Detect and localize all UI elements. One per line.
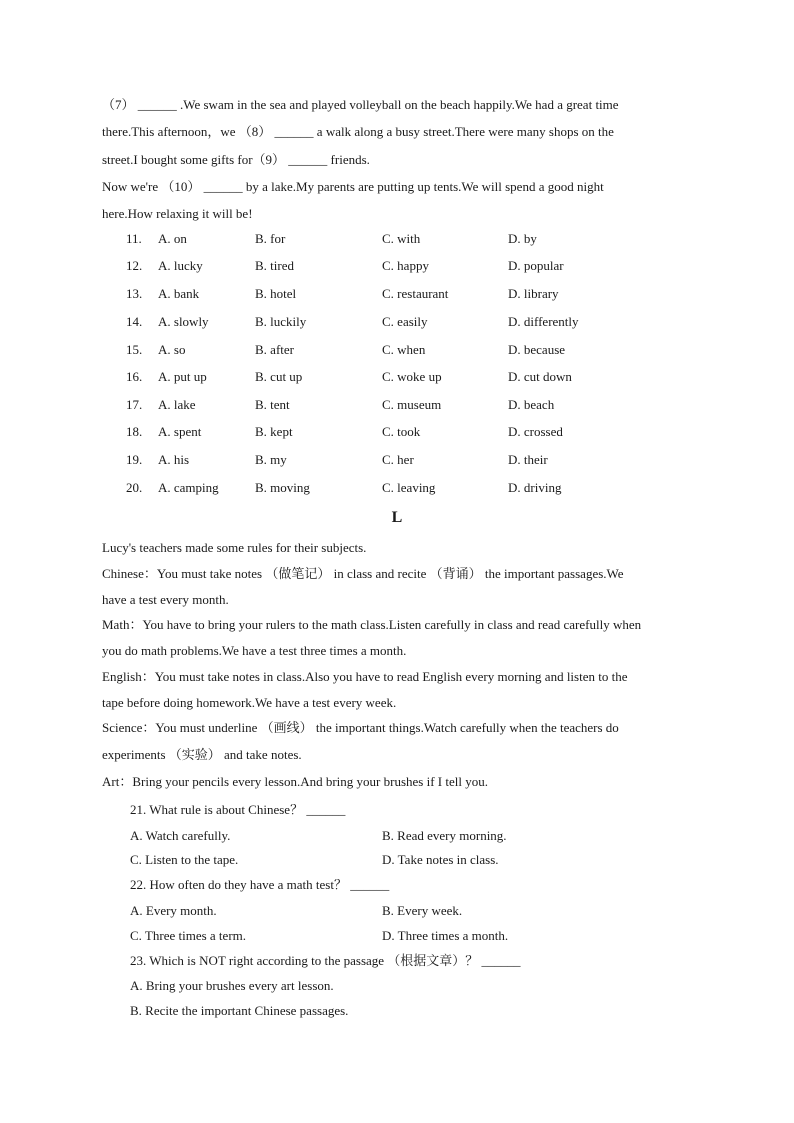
cloze-question-row bbox=[126, 314, 726, 330]
option-c: C. her bbox=[382, 452, 414, 467]
answer-option: A. Bring your brushes every art lesson. bbox=[130, 978, 334, 993]
answer-option: D. Take notes in class. bbox=[382, 852, 499, 867]
question-number: 11. bbox=[126, 231, 142, 246]
cloze-question-row bbox=[126, 258, 726, 274]
reading-passage-line: English：You must take notes in class.Also you have to read English every morning and listen to the bbox=[102, 669, 628, 684]
section-heading: L bbox=[391, 509, 403, 526]
question-stem: 22. How often do they have a math test？ ______ bbox=[130, 877, 390, 892]
option-d: D. library bbox=[508, 286, 559, 301]
answer-option: A. Watch carefully. bbox=[130, 828, 231, 843]
question-number: 12. bbox=[126, 258, 143, 273]
question-number: 14. bbox=[126, 314, 143, 329]
option-b: B. luckily bbox=[255, 314, 307, 329]
answer-option: B. Every week. bbox=[382, 903, 463, 918]
option-a: A. lucky bbox=[158, 258, 203, 273]
option-b: B. after bbox=[255, 342, 294, 357]
cloze-question-row bbox=[126, 342, 726, 358]
answer-option: C. Three times a term. bbox=[130, 928, 247, 943]
question-number: 13. bbox=[126, 286, 143, 301]
option-a: A. so bbox=[158, 342, 186, 357]
cloze-question-row bbox=[126, 369, 726, 385]
option-c: C. with bbox=[382, 231, 421, 246]
answer-option: D. Three times a month. bbox=[382, 928, 509, 943]
cloze-question-row bbox=[126, 424, 726, 440]
cloze-passage-line: （7） ______ .We swam in the sea and played volleyball on the beach happily.We had a great time bbox=[102, 97, 619, 112]
option-c: C. woke up bbox=[382, 369, 442, 384]
option-d: D. differently bbox=[508, 314, 579, 329]
reading-passage-line: you do math problems.We have a test three times a month. bbox=[102, 643, 407, 658]
reading-passage-line: experiments （实验） and take notes. bbox=[102, 747, 302, 762]
reading-passage-line: Chinese：You must take notes （做笔记） in class and recite （背诵） the important passages.We bbox=[102, 566, 624, 581]
cloze-passage-line: street.I bought some gifts for（9） ______ friends. bbox=[102, 152, 370, 167]
reading-passage-line: Science：You must underline （画线） the important things.Watch carefully when the teachers do bbox=[102, 720, 619, 735]
option-b: B. cut up bbox=[255, 369, 303, 384]
question-number: 18. bbox=[126, 424, 143, 439]
option-a: A. bank bbox=[158, 286, 200, 301]
option-c: C. when bbox=[382, 342, 426, 357]
option-a: A. put up bbox=[158, 369, 207, 384]
option-d: D. driving bbox=[508, 480, 562, 495]
option-d: D. cut down bbox=[508, 369, 572, 384]
option-a: A. lake bbox=[158, 397, 196, 412]
cloze-question-row bbox=[126, 480, 726, 496]
option-c: C. took bbox=[382, 424, 421, 439]
question-number: 20. bbox=[126, 480, 143, 495]
answer-option: B. Read every morning. bbox=[382, 828, 507, 843]
cloze-question-row bbox=[126, 452, 726, 468]
option-a: A. on bbox=[158, 231, 187, 246]
reading-passage-line: tape before doing homework.We have a test every week. bbox=[102, 695, 397, 710]
answer-option: C. Listen to the tape. bbox=[130, 852, 239, 867]
option-b: B. moving bbox=[255, 480, 310, 495]
option-c: C. leaving bbox=[382, 480, 436, 495]
answer-option: A. Every month. bbox=[130, 903, 217, 918]
option-a: A. slowly bbox=[158, 314, 209, 329]
option-d: D. popular bbox=[508, 258, 564, 273]
option-b: B. for bbox=[255, 231, 286, 246]
question-number: 17. bbox=[126, 397, 143, 412]
cloze-question-row bbox=[126, 397, 726, 413]
cloze-question-row bbox=[126, 231, 726, 247]
option-d: D. beach bbox=[508, 397, 555, 412]
option-d: D. their bbox=[508, 452, 548, 467]
option-a: A. camping bbox=[158, 480, 219, 495]
option-b: B. hotel bbox=[255, 286, 297, 301]
reading-passage-line: Math：You have to bring your rulers to the math class.Listen carefully in class and read carefully when bbox=[102, 617, 642, 632]
option-d: D. crossed bbox=[508, 424, 563, 439]
option-a: A. his bbox=[158, 452, 190, 467]
option-b: B. tent bbox=[255, 397, 290, 412]
cloze-passage-line: here.How relaxing it will be! bbox=[102, 206, 253, 221]
answer-option: B. Recite the important Chinese passages. bbox=[130, 1003, 349, 1018]
option-b: B. kept bbox=[255, 424, 293, 439]
option-a: A. spent bbox=[158, 424, 202, 439]
question-number: 16. bbox=[126, 369, 143, 384]
reading-passage-line: have a test every month. bbox=[102, 592, 229, 607]
question-stem: 21. What rule is about Chinese？ ______ bbox=[130, 802, 346, 817]
option-c: C. museum bbox=[382, 397, 442, 412]
cloze-question-row bbox=[126, 286, 726, 302]
cloze-passage-line: there.This afternoon，we （8） ______ a walk along a busy street.There were many shops on the bbox=[102, 124, 614, 139]
option-b: B. my bbox=[255, 452, 287, 467]
cloze-passage-line: Now we're （10） ______ by a lake.My parents are putting up tents.We will spend a good night bbox=[102, 179, 604, 194]
option-c: C. restaurant bbox=[382, 286, 449, 301]
reading-passage-line: Lucy's teachers made some rules for their subjects. bbox=[102, 540, 367, 555]
option-b: B. tired bbox=[255, 258, 294, 273]
question-number: 19. bbox=[126, 452, 143, 467]
question-number: 15. bbox=[126, 342, 143, 357]
reading-passage-line: Art：Bring your pencils every lesson.And bring your brushes if I tell you. bbox=[102, 774, 488, 789]
option-c: C. easily bbox=[382, 314, 428, 329]
question-stem: 23. Which is NOT right according to the passage （根据文章）？ ______ bbox=[130, 953, 521, 968]
option-d: D. by bbox=[508, 231, 537, 246]
option-d: D. because bbox=[508, 342, 566, 357]
option-c: C. happy bbox=[382, 258, 429, 273]
